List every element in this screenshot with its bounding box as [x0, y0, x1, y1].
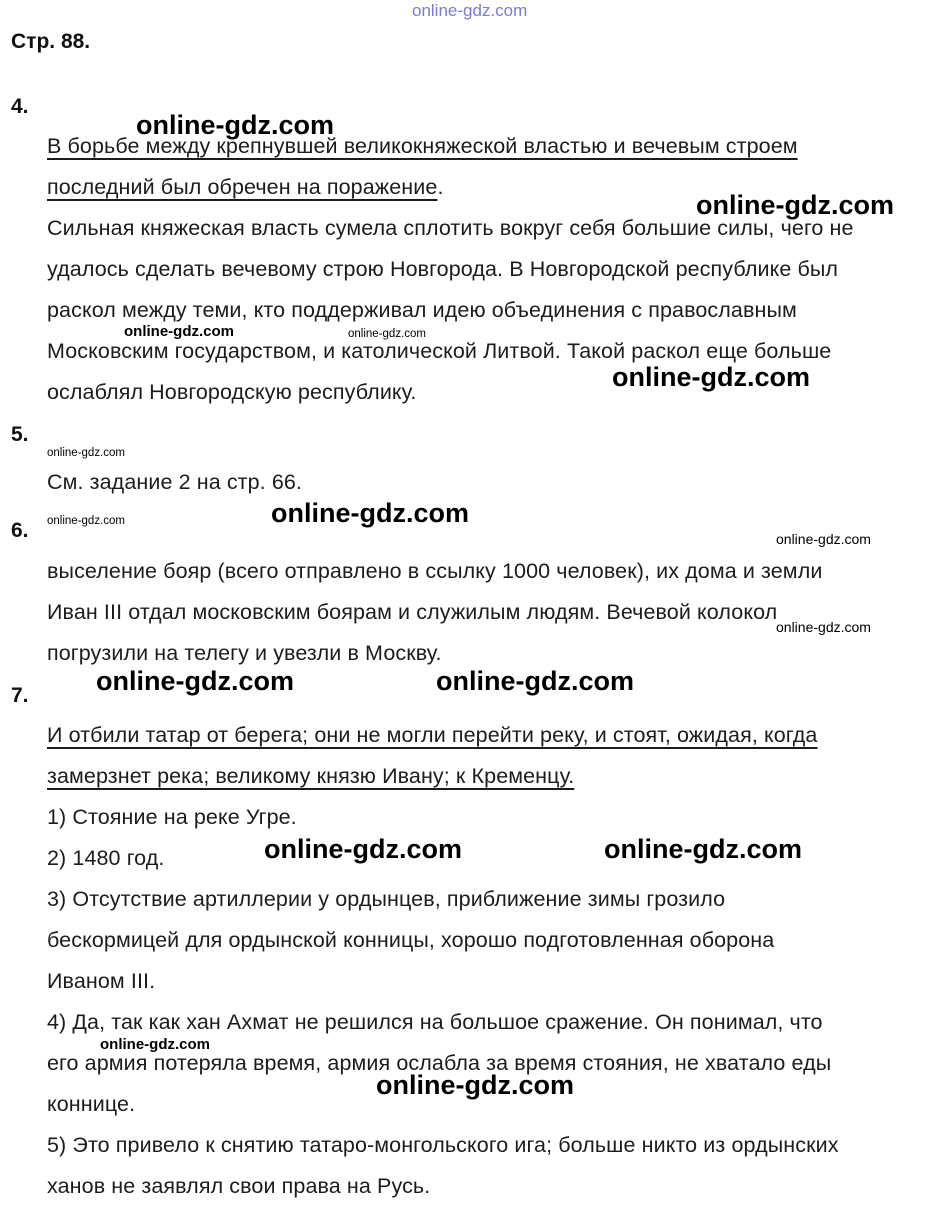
task7-line-2: 2) 1480 год.	[47, 846, 165, 870]
task4-line-2: удалось сделать вечевому строю Новгорода. В Новгородской республике был	[47, 257, 839, 281]
task-number-6: 6.	[11, 519, 29, 542]
watermark-small: online-gdz.com	[776, 531, 871, 547]
task7-line-1: 1) Стояние на реке Угре.	[47, 805, 297, 829]
watermark-small: online-gdz.com	[100, 1036, 210, 1053]
task4-underlined-line-2-wrap	[47, 173, 444, 201]
task7-line-6: 4) Да, так как хан Ахмат не решился на большое сражение. Он понимал, что	[47, 1010, 823, 1034]
watermark-tiny: online-gdz.com	[47, 447, 125, 459]
task-number-4: 4.	[11, 95, 29, 118]
task6-line-2: Иван III отдал московским боярам и служилым людям. Вечевой колокол	[47, 600, 778, 624]
task-number-7: 7.	[11, 684, 29, 707]
task7-underlined-line-1: И отбили татар от берега; они не могли перейти реку, и стоят, ожидая, когда	[47, 723, 818, 747]
task7-line-10: ханов не заявлял свои права на Русь.	[47, 1174, 431, 1198]
top-watermark: online-gdz.com	[412, 1, 528, 20]
watermark-large: online-gdz.com	[604, 834, 802, 864]
watermark-large: online-gdz.com	[436, 666, 634, 696]
watermark-tiny: online-gdz.com	[47, 515, 125, 527]
page-title: Стр. 88.	[11, 30, 91, 53]
watermark-large: online-gdz.com	[136, 110, 334, 140]
watermark-tiny: online-gdz.com	[348, 328, 426, 340]
watermark-large: online-gdz.com	[376, 1070, 574, 1100]
task-number-5: 5.	[11, 423, 29, 446]
watermark-small: online-gdz.com	[776, 619, 871, 635]
watermark-large: online-gdz.com	[264, 834, 462, 864]
task4-underlined-line-2: последний был обречен на поражение	[47, 175, 438, 199]
watermark-large: online-gdz.com	[96, 666, 294, 696]
task7-line-9: 5) Это привело к снятию татаро-монгольского ига; больше никто из ордынских	[47, 1133, 839, 1157]
watermark-large: online-gdz.com	[612, 362, 810, 392]
task4-line-3: раскол между теми, кто поддерживал идею объединения с православным	[47, 298, 797, 322]
task4-underlined-tail: .	[437, 175, 444, 199]
task7-line-3: 3) Отсутствие артиллерии у ордынцев, приближение зимы грозило	[47, 887, 726, 911]
task6-line-1: выселение бояр (всего отправлено в ссылку 1000 человек), их дома и земли	[47, 559, 823, 583]
task5-line-1: См. задание 2 на стр. 66.	[47, 470, 303, 494]
task7-line-5: Иваном III.	[47, 969, 156, 993]
task6-line-3: погрузили на телегу и увезли в Москву.	[47, 641, 442, 665]
task4-underlined-line-1: В борьбе между крепнувшей великокняжеской властью и вечевым строем	[47, 134, 798, 158]
task7-underlined-line-2: замерзнет река; великому князю Ивану; к Кременцу.	[47, 764, 575, 788]
task7-line-4: бескормицей для ордынской конницы, хорошо подготовленная оборона	[47, 928, 775, 952]
task4-line-1: Сильная княжеская власть сумела сплотить вокруг себя большие силы, чего не	[47, 216, 854, 240]
task7-line-8: коннице.	[47, 1092, 136, 1116]
watermark-large: online-gdz.com	[696, 190, 894, 220]
task4-line-5: ослаблял Новгородскую республику.	[47, 380, 417, 404]
task7-line-7: его армия потеряла время, армия ослабла за время стояния, не хватало еды	[47, 1051, 832, 1075]
task4-line-4: Московским государством, и католической Литвой. Такой раскол еще больше	[47, 339, 832, 363]
watermark-large: online-gdz.com	[271, 498, 469, 528]
watermark-small: online-gdz.com	[124, 323, 234, 340]
